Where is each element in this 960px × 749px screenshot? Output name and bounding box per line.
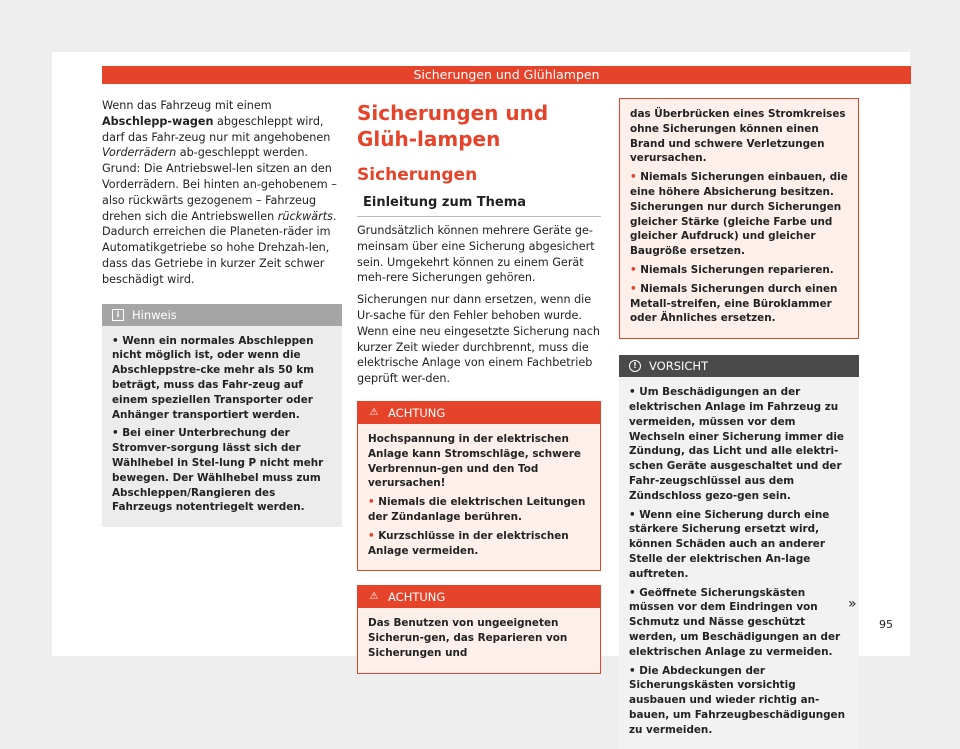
achtung-box-2 (357, 585, 601, 673)
achtung-item: • Kurzschlüsse in der elektrischen Anlage vermeiden. (368, 529, 569, 557)
vorsicht-item: • Wenn eine Sicherung durch eine stärkere Sicherung ersetzt wird, können Schäden auch an anderer Stelle der elektrischen An-lage auftreten. (629, 508, 830, 580)
achtung-lead: das Überbrücken eines Stromkreises ohne Sicherungen können einen Brand und schwere Verletzungen verursachen. (630, 108, 846, 165)
column-left (102, 98, 342, 527)
continue-marker: » (848, 596, 857, 612)
vorsicht-item: • Geöffnete Sicherungskästen müssen vor dem Eindringen von Schmutz und Nässe geschützt werden, um Beschädigungen an der elektrischen Anlage zu vermeiden. (629, 586, 841, 658)
hinweis-box (102, 304, 342, 528)
page (52, 52, 910, 736)
intro-paragraph: Wenn das Fahrzeug mit einem Abschlepp-wagen abgeschleppt wird, darf das Fahr-zeug nur mit angehobenen Vorderrädern ab-geschleppt werden. Grund: Die Antriebswel-len sitzen an den Vorderrädern. Bei hinten an-gehobenem – also rückwärts gezogenem – Fahrzeug drehen sich die Antriebswellen rückwärts. Dadurch erreichen die Planeten-räder im Automatikgetriebe so hohe Drehzah-len, dass das Getriebe in kurzer Zeit schwer beschädigt wird. (102, 99, 337, 286)
vorsicht-box (619, 355, 859, 749)
vorsicht-header: ! VORSICHT (619, 355, 859, 377)
achtung-item: • Niemals die elektrischen Leitungen der Zündanlage berühren. (368, 496, 586, 523)
achtung-item: • Niemals Sicherungen durch einen Metall-streifen, eine Büroklammer oder Ähnliches ersetzen. (630, 282, 838, 325)
achtung-header: ⚠ ACHTUNG (358, 402, 600, 424)
hinweis-header: i Hinweis (102, 304, 342, 326)
topic-title: Einleitung zum Thema (363, 195, 527, 210)
vorsicht-item: • Die Abdeckungen der Sicherungskästen vorsichtig ausbauen und wieder richtig an-bauen, um Fahrzeugbeschädigungen zu vermeiden. (629, 664, 846, 736)
achtung-lead: Das Benutzen von ungeeigneten Sicherun-gen, das Reparieren von Sicherungen und (368, 617, 568, 659)
achtung-continued-box (619, 98, 859, 339)
hinweis-item: • Bei einer Unterbrechung der Stromver-sorgung lässt sich der Wählhebel in Stel-lung P nicht mehr bewegen. Der Wählhebel muss zum Abschleppen/Rangieren des Fahrzeugs notentriegelt werden. (112, 427, 324, 514)
achtung-item: • Niemals Sicherungen reparieren. (630, 263, 834, 276)
achtung-body (358, 424, 600, 570)
info-circle-icon: ! (629, 360, 641, 372)
vorsicht-body (619, 377, 859, 749)
achtung-header: ⚠ ACHTUNG (358, 586, 600, 608)
chapter-header: Sicherungen und Glühlampen (102, 66, 911, 84)
vorsicht-item: • Um Beschädigungen an der elektrischen Anlage im Fahrzeug zu vermeiden, müssen vor dem Wechseln einer Sicherung immer die Zündung, das Licht und alle elektri-schen Geräte ausgeschaltet und der Fahr-zeugschlüssel aus dem Zündschloss gezo-gen sein. (629, 386, 844, 502)
achtung-item: • Niemals Sicherungen einbauen, die eine höhere Absicherung besitzen. Sicherungen nur durch Sicherungen gleicher Stärke (gleiche Farbe und gleicher Aufdruck) und gleicher Baugröße ersetzen. (630, 171, 848, 258)
info-icon: i (112, 309, 124, 321)
section-title: Sicherungen und Glüh-lampen (357, 101, 549, 151)
warning-triangle-icon: ⚠ (369, 591, 379, 603)
hinweis-body (102, 326, 342, 528)
divider (357, 216, 601, 217)
page-number: 95 (879, 618, 893, 631)
achtung-body (358, 608, 600, 672)
achtung-lead: Hochspannung in der elektrischen Anlage kann Stromschläge, schwere Verbrennun-gen und den Tod verursachen! (368, 432, 581, 490)
achtung-box (357, 401, 601, 571)
warning-triangle-icon: ⚠ (369, 406, 379, 418)
paragraph: Sicherungen nur dann ersetzen, wenn die Ur-sache für den Fehler behoben wurde. Wenn eine neu eingesetzte Sicherung nach kurzer Zeit wieder durchbrennt, muss die elektrische Anlage von einem Fachbetrieb geprüft wer-den. (357, 293, 600, 386)
paragraph: Grundsätzlich können mehrere Geräte ge-meinsam über eine Sicherung abgesichert sein. Umgekehrt können zu einem Gerät meh-rere Sicherungen gehören. (357, 224, 595, 285)
column-right (619, 98, 859, 749)
subsection-title: Sicherungen (357, 165, 478, 185)
hinweis-item: • Wenn ein normales Abschleppen nicht möglich ist, oder wenn die Abschleppstre-cke mehr als 50 km beträgt, muss das Fahr-zeug auf einem speziellen Transporter oder Anhänger transportiert werden. (112, 334, 314, 421)
column-middle (357, 98, 601, 674)
achtung-continued-body (619, 98, 859, 339)
